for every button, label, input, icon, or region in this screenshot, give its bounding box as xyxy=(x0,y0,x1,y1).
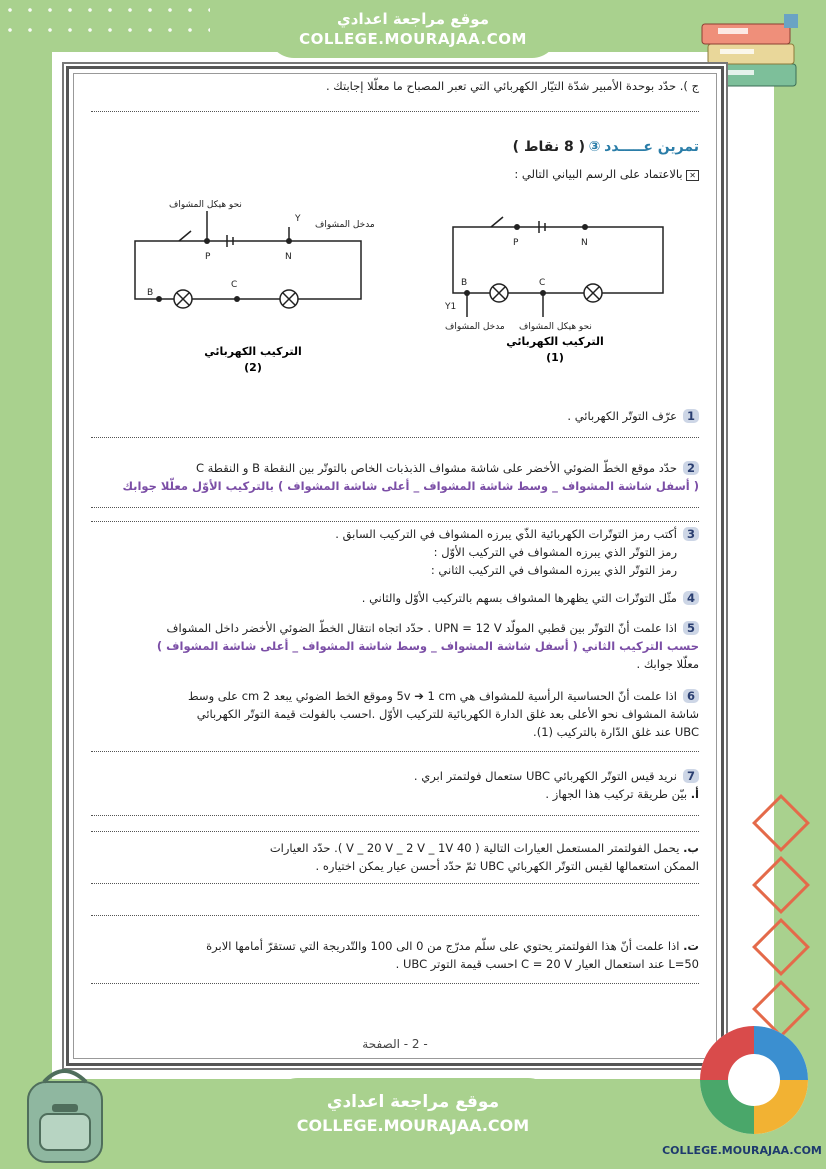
caption-left: التركيب الكهربائي xyxy=(204,345,302,358)
label-mass-left: نحو هيكل المشواف xyxy=(169,200,242,210)
question-7b-line1: يحمل الفولتمتر المستعمل العيارات التالية ( 40 V _ 20 V _ 2 V _ 1V ). حدّد العيارات xyxy=(269,841,680,855)
label-n-right: N xyxy=(581,238,588,248)
question-number: 4 xyxy=(683,591,699,605)
answer-line xyxy=(91,831,699,832)
answer-line xyxy=(91,521,699,522)
question-number: 1 xyxy=(683,409,699,423)
label-mass-right: نحو هيكل المشواف xyxy=(519,322,592,332)
question-1 xyxy=(567,409,699,423)
question-2-line1: حدّد موقع الخطّ الضوئي الأخضر على شاشة مشواف الذبذبات الخاص بالتوتّر بين النقطة B و النقطة C xyxy=(195,461,677,475)
question-2 xyxy=(196,461,699,475)
chevron-up-icon xyxy=(748,790,814,856)
question-7c-line1: اذا علمت أنّ هذا الفولتمتر يحتوي على سلّم مدرّج من 0 الى 100 والتّدريجة التي تستقرّ أمامها الابرة xyxy=(206,939,680,953)
node-p-left xyxy=(204,238,210,244)
question-5 xyxy=(167,621,699,635)
question-6-line2: شاشة المشواف نحو الأعلى بعد غلق الدارة الكهربائية للتركيب الأوّل .احسب بالفولت قيمة التوتّر الكهربائي xyxy=(196,707,699,721)
answer-line xyxy=(91,437,699,438)
page-number: - 2 - الصفحة xyxy=(362,1037,428,1051)
left-border xyxy=(0,0,52,1169)
label-y-left: Y xyxy=(295,214,301,224)
top-question: ج ). حدّد بوحدة الأمبير شدّة التيّار الكهربائي التي تعبر المصباح ما معلّلا إجابتك . xyxy=(325,79,699,93)
question-7a-label: أ. xyxy=(690,787,699,801)
label-in-left: مدخل المشواف xyxy=(315,220,375,230)
question-6-line3: UBC عند غلق الدّارة بالتركيب (1). xyxy=(533,725,699,739)
exam-sheet xyxy=(66,66,724,1066)
question-7 xyxy=(414,769,699,783)
chevron-up-icon xyxy=(748,914,814,980)
exercise-points: ( 8 نقاط ) xyxy=(512,139,585,155)
site-logo-icon xyxy=(694,1024,814,1140)
node-p-right xyxy=(514,224,520,230)
question-6-line1: اذا علمت أنّ الحساسية الرأسية للمشواف هي 5v ➔ 1 cm وموقع الخط الضوئي يبعد 2 cm على وسط xyxy=(188,689,677,703)
question-7c-label: ت. xyxy=(683,939,699,953)
answer-line xyxy=(91,883,699,884)
caption-right: التركيب الكهربائي xyxy=(506,335,604,348)
label-n-left: N xyxy=(285,252,292,262)
question-3-line1: أكتب رمز التوتّرات الكهربائية الذّي يبرزه المشواف في التركيب السابق . xyxy=(335,527,677,541)
question-5-line3: معلّلا جوابك . xyxy=(636,657,699,671)
question-7c-line2: L=50 عند استعمال العيار C = 20 V احسب قيمة التوتر UBC . xyxy=(395,957,699,971)
footer-site-url[interactable]: COLLEGE.MOURAJAA.COM xyxy=(296,1116,530,1135)
answer-line xyxy=(91,983,699,984)
node-c-right xyxy=(540,290,546,296)
label-b-left: B xyxy=(147,288,154,298)
label-c-left: C xyxy=(231,280,238,290)
footer-site-name: موقع مراجعة اعدادي xyxy=(326,1092,500,1112)
answer-line xyxy=(91,915,699,916)
exercise-intro-text: بالاعتماد على الرسم البياني التالي : xyxy=(514,167,683,181)
question-4 xyxy=(362,591,699,605)
checkbox-icon: ✕ xyxy=(686,170,699,181)
label-c-right: C xyxy=(539,278,546,288)
logo-url[interactable]: COLLEGE.MOURAJAA.COM xyxy=(662,1144,822,1157)
chevron-up-icon xyxy=(748,852,814,918)
question-7-line1: نريد قيس التوتّر الكهربائي UBC ستعمال فولتمتر ابري . xyxy=(413,769,677,783)
answer-line xyxy=(91,111,699,112)
answer-line xyxy=(91,815,699,816)
question-1-text: عرّف التوتّر الكهربائي . xyxy=(567,409,677,423)
question-number: 5 xyxy=(683,621,699,635)
label-b-right: B xyxy=(461,278,468,288)
node-b-left xyxy=(156,296,162,302)
header-badge[interactable] xyxy=(268,4,558,58)
question-3-line3: رمز التوتّر الذي يبرزه المشواف في التركيب الثاني : xyxy=(430,563,677,577)
header-site-url[interactable]: COLLEGE.MOURAJAA.COM xyxy=(299,30,527,48)
exercise-intro xyxy=(514,167,699,181)
question-7b-line2: الممكن استعمالها لقيس التوتّر الكهربائي UBC ثمّ حدّد أحسن عيار يمكن اختياره . xyxy=(315,859,699,873)
node-n-left xyxy=(286,238,292,244)
question-number: 3 xyxy=(683,527,699,541)
node-n-right xyxy=(582,224,588,230)
question-3-line2: رمز التوتّر الذي يبرزه المشواف في التركيب الأوّل : xyxy=(433,545,677,559)
question-number: 2 xyxy=(683,461,699,475)
caption-left-index: (2) xyxy=(244,361,262,374)
question-4-text: مثّل التوتّرات التي يظهرها المشواف بسهم بالتركيب الأوّل والثاني . xyxy=(361,591,677,605)
exercise-number: ③ xyxy=(588,139,601,155)
exercise-title: تمرين عـــــدد xyxy=(604,139,699,155)
node-b-right xyxy=(464,290,470,296)
footer-badge[interactable] xyxy=(270,1078,556,1160)
question-5-line1: اذا علمت أنّ التوتّر بين قطبي المولّد UPN = 12 V . حدّد اتجاه انتقال الخطّ الضوئي الأخضر داخل المشواف xyxy=(166,621,677,635)
answer-line xyxy=(91,507,699,508)
exercise-header xyxy=(513,139,699,155)
question-5-line2: حسب التركيب الثاني ( أسفل شاشة المشواف _ وسط شاشة المشواف _ أعلى شاشة المشواف ) xyxy=(156,639,699,653)
label-p-left: P xyxy=(205,252,211,262)
circuits-figure xyxy=(119,197,679,377)
question-number: 6 xyxy=(683,689,699,703)
caption-right-index: (1) xyxy=(546,351,564,364)
header-site-name: موقع مراجعة اعدادي xyxy=(337,10,489,28)
label-p-right: P xyxy=(513,238,519,248)
label-y1-right: Y1 xyxy=(445,302,457,312)
backpack-icon xyxy=(14,1060,114,1164)
question-number: 7 xyxy=(683,769,699,783)
circuit-1 xyxy=(453,217,663,317)
question-3 xyxy=(335,527,699,541)
question-7b-label: ب. xyxy=(683,841,699,855)
question-2-line2: ( أسفل شاشة المشواف _ وسط شاشة المشواف _ أعلى شاشة المشواف ) بالتركيب الأوّل معلّلا جوابك xyxy=(122,479,699,493)
question-7a xyxy=(545,787,699,801)
question-7b xyxy=(270,841,699,855)
node-c-left xyxy=(234,296,240,302)
decorative-dots xyxy=(0,0,210,40)
question-6 xyxy=(188,689,699,703)
label-in-right: مدخل المشواف xyxy=(445,322,505,332)
question-7a-text: بيّن طريقة تركيب هذا الجهاز . xyxy=(545,787,688,801)
question-7c xyxy=(206,939,699,953)
answer-line xyxy=(91,751,699,752)
